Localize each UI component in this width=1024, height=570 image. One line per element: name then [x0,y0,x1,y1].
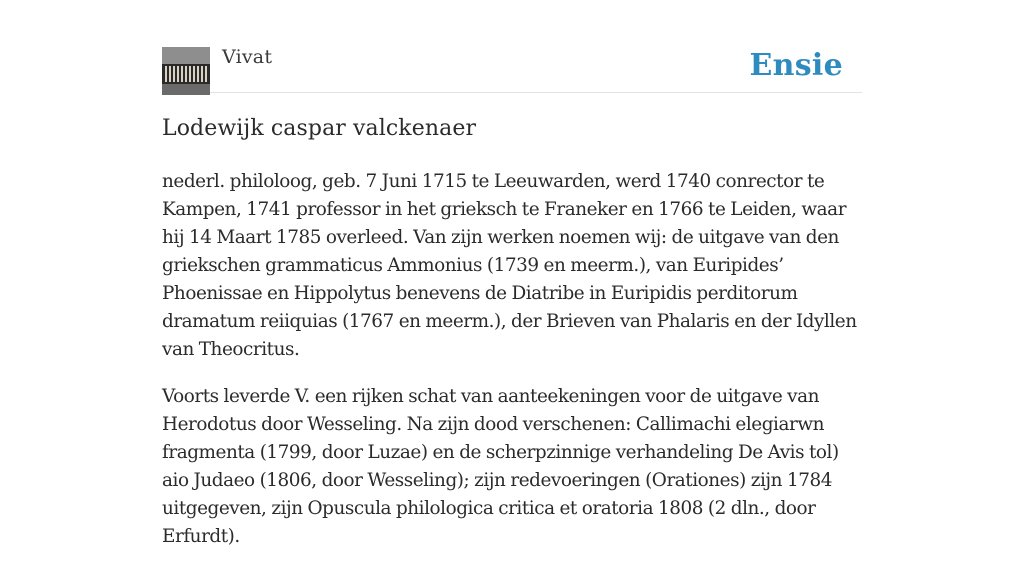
header [162,0,862,93]
paragraph-2: Voorts leverde V. een rijken schat van aanteekeningen voor de uitgave van Herodotus door Wesseling. Na zijn dood verschenen: Callimachi elegiarwn fragmenta (1799, door Luzae) en de scherpzinnige verhandeling De Avis tol) aio Judaeo (1806, door Wesseling); zijn redevoeringen (Orationes) zijn 1784 uitgegeven, zijn Opuscula philologica critica et oratoria 1808 (2 dln., door Erfurdt). [162,386,839,547]
avatar[interactable] [162,47,210,95]
article-body [162,168,862,570]
page-container [162,0,862,547]
page-title: Lodewijk caspar valckenaer [162,116,477,141]
paragraph-1: nederl. philoloog, geb. 7 Juni 1715 te Leeuwarden, werd 1740 conrector te Kampen, 1741 professor in het grieksch te Franeker en 1766 te Leiden, waar hij 14 Maart 1785 overleed. Van zijn werken noemen wij: de uitgave van den griekschen grammaticus Ammonius (1739 en meerm.), van Euripides’ Phoenissae en Hippolytus benevens de Diatribe in Euripidis perditorum dramatum reiiquias (1767 en meerm.), der Brieven van Phalaris en der Idyllen van Theocritus. [162,171,857,360]
source-name[interactable]: Vivat [222,46,273,68]
bookshelf-icon [162,47,210,95]
brand-logo[interactable]: Ensie [749,48,843,83]
